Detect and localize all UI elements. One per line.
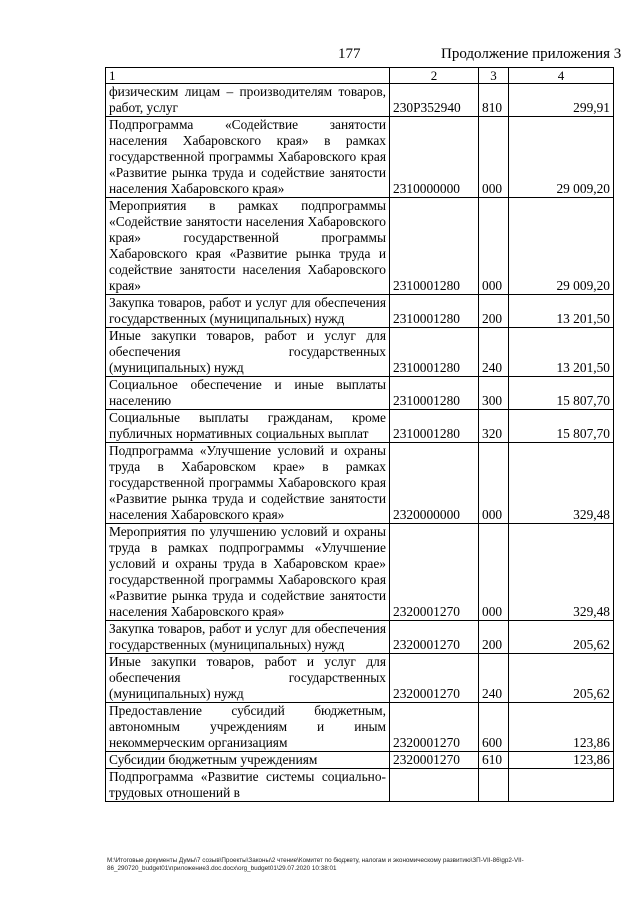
row-type: 000 bbox=[479, 198, 509, 295]
table-row bbox=[106, 84, 614, 117]
column-header: 3 bbox=[479, 68, 509, 84]
row-code: 2310001280 bbox=[390, 295, 479, 328]
file-path-footer: M:\Итоговые документы Думы\7 созыв\Проекты\Законы\2 чтение\Комитет по бюджету, налогам и экономическому развитию\ЗП-VII-86\gp2-VII-86_290720_budget01\приложение3.doc.docx\org_budget01\29.07.2020 10:38:01 bbox=[107, 857, 524, 872]
row-amount: 13 201,50 bbox=[509, 328, 614, 377]
table-row bbox=[106, 752, 614, 769]
row-type: 240 bbox=[479, 328, 509, 377]
row-code: 2310001280 bbox=[390, 198, 479, 295]
row-code: 2320001270 bbox=[390, 752, 479, 769]
row-name: Предоставление субсидий бюджетным, автономным учреждениям и иным некоммерческим организациям bbox=[106, 703, 390, 752]
row-type: 300 bbox=[479, 377, 509, 410]
table-row bbox=[106, 621, 614, 654]
row-type: 200 bbox=[479, 621, 509, 654]
row-type: 600 bbox=[479, 703, 509, 752]
row-code: 2310001280 bbox=[390, 410, 479, 443]
table-row bbox=[106, 769, 614, 802]
table-row bbox=[106, 377, 614, 410]
row-code: 230Р352940 bbox=[390, 84, 479, 117]
table-row bbox=[106, 524, 614, 621]
row-amount: 15 807,70 bbox=[509, 377, 614, 410]
row-type: 200 bbox=[479, 295, 509, 328]
row-name: Подпрограмма «Развитие системы социально-трудовых отношений в bbox=[106, 769, 390, 802]
continuation-label: Продолжение приложения 3 bbox=[441, 46, 622, 62]
row-code: 2310001280 bbox=[390, 377, 479, 410]
row-type: 240 bbox=[479, 654, 509, 703]
column-header: 2 bbox=[390, 68, 479, 84]
row-name: Подпрограмма «Содействие занятости населения Хабаровского края» в рамках государственной программы Хабаровского края «Развитие рынка труда и содействие занятости населения Хабаровского края» bbox=[106, 117, 390, 198]
row-code: 2310001280 bbox=[390, 328, 479, 377]
table-row bbox=[106, 410, 614, 443]
row-type: 810 bbox=[479, 84, 509, 117]
table-row bbox=[106, 703, 614, 752]
row-name: Субсидии бюджетным учреждениям bbox=[106, 752, 390, 769]
row-amount: 13 201,50 bbox=[509, 295, 614, 328]
row-name: Мероприятия по улучшению условий и охраны труда в рамках подпрограммы «Улучшение условий и охраны труда в Хабаровском крае» государственной программы Хабаровского края «Развитие рынка труда и содействие занятости населения Хабаровского края» bbox=[106, 524, 390, 621]
table-row bbox=[106, 443, 614, 524]
row-name: Социальные выплаты гражданам, кроме публичных нормативных социальных выплат bbox=[106, 410, 390, 443]
row-amount bbox=[509, 769, 614, 802]
row-code: 2320001270 bbox=[390, 654, 479, 703]
row-amount: 29 009,20 bbox=[509, 198, 614, 295]
row-code bbox=[390, 769, 479, 802]
table-row bbox=[106, 198, 614, 295]
row-name: Социальное обеспечение и иные выплаты населению bbox=[106, 377, 390, 410]
table-row bbox=[106, 295, 614, 328]
table-row bbox=[106, 328, 614, 377]
row-amount: 15 807,70 bbox=[509, 410, 614, 443]
page-number: 177 bbox=[338, 46, 361, 62]
row-type: 000 bbox=[479, 117, 509, 198]
row-amount: 329,48 bbox=[509, 524, 614, 621]
column-header: 1 bbox=[106, 68, 390, 84]
row-amount: 299,91 bbox=[509, 84, 614, 117]
row-code: 2320001270 bbox=[390, 703, 479, 752]
row-amount: 123,86 bbox=[509, 703, 614, 752]
row-code: 2320001270 bbox=[390, 621, 479, 654]
row-amount: 205,62 bbox=[509, 621, 614, 654]
row-amount: 29 009,20 bbox=[509, 117, 614, 198]
column-header-row bbox=[106, 68, 614, 84]
row-code: 2320000000 bbox=[390, 443, 479, 524]
row-type: 000 bbox=[479, 524, 509, 621]
row-name: Иные закупки товаров, работ и услуг для обеспечения государственных (муниципальных) нужд bbox=[106, 328, 390, 377]
row-amount: 205,62 bbox=[509, 654, 614, 703]
row-amount: 329,48 bbox=[509, 443, 614, 524]
row-amount: 123,86 bbox=[509, 752, 614, 769]
table-row bbox=[106, 654, 614, 703]
row-type: 000 bbox=[479, 443, 509, 524]
row-name: Закупка товаров, работ и услуг для обеспечения государственных (муниципальных) нужд bbox=[106, 295, 390, 328]
row-type: 320 bbox=[479, 410, 509, 443]
row-code: 2320001270 bbox=[390, 524, 479, 621]
row-name: Иные закупки товаров, работ и услуг для обеспечения государственных (муниципальных) нужд bbox=[106, 654, 390, 703]
row-type bbox=[479, 769, 509, 802]
row-name: Мероприятия в рамках подпрограммы «Содействие занятости населения Хабаровского края» государственной программы Хабаровского края «Развитие рынка труда и содействие занятости населения Хабаровского края» bbox=[106, 198, 390, 295]
row-code: 2310000000 bbox=[390, 117, 479, 198]
budget-table bbox=[105, 67, 614, 802]
row-name: физическим лицам – производителям товаров, работ, услуг bbox=[106, 84, 390, 117]
column-header: 4 bbox=[509, 68, 614, 84]
table-row bbox=[106, 117, 614, 198]
row-type: 610 bbox=[479, 752, 509, 769]
row-name: Закупка товаров, работ и услуг для обеспечения государственных (муниципальных) нужд bbox=[106, 621, 390, 654]
row-name: Подпрограмма «Улучшение условий и охраны труда в Хабаровском крае» в рамках государственной программы Хабаровского края «Развитие рынка труда и содействие занятости населения Хабаровского края» bbox=[106, 443, 390, 524]
